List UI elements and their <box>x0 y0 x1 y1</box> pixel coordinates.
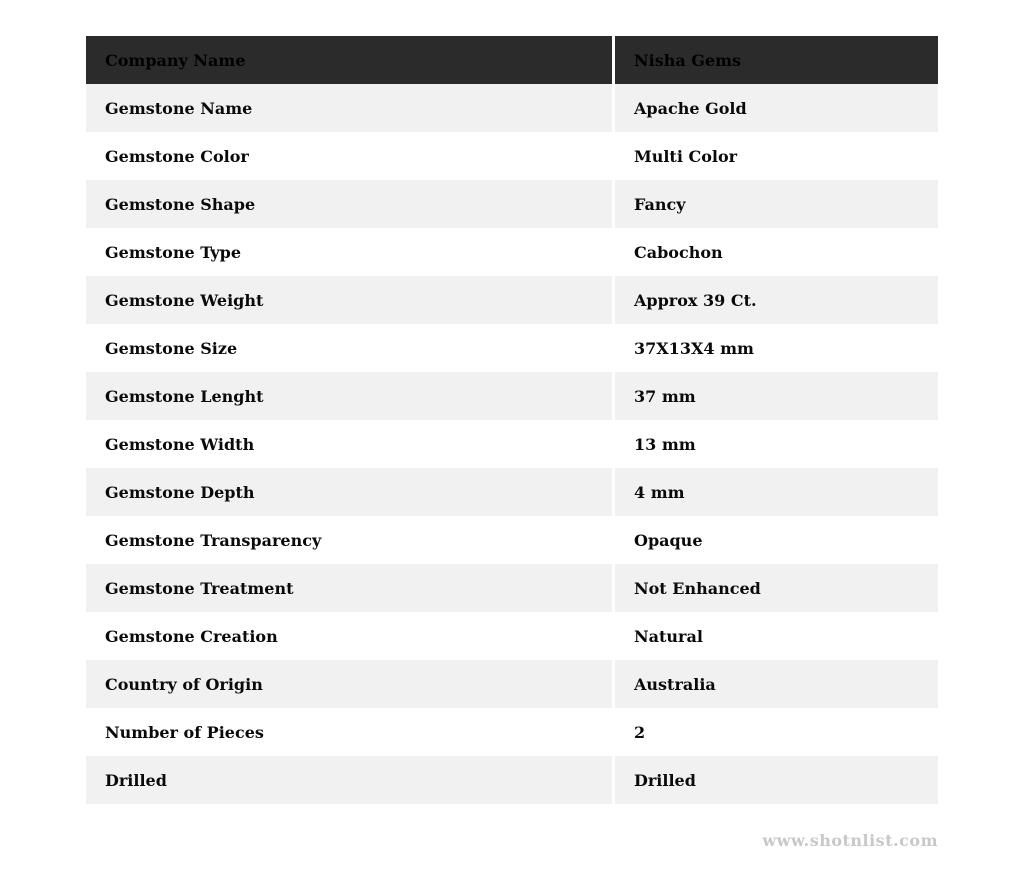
row-value: Cabochon <box>634 242 723 262</box>
row-value: Natural <box>634 626 703 646</box>
row-value: 2 <box>634 722 646 742</box>
table-row <box>86 276 938 324</box>
table-row <box>86 660 938 708</box>
row-label: Gemstone Shape <box>86 180 612 228</box>
table-row <box>86 612 938 660</box>
row-value: 37X13X4 mm <box>634 338 754 358</box>
row-value: Opaque <box>634 530 703 550</box>
row-value: Australia <box>615 660 938 708</box>
row-value: Not Enhanced <box>615 564 938 612</box>
row-value: 13 mm <box>634 434 696 454</box>
row-label: Gemstone Weight <box>86 276 612 324</box>
row-label: Gemstone Type <box>105 242 242 262</box>
table-row <box>86 708 938 756</box>
header-company-value: Nisha Gems <box>615 36 938 84</box>
row-value: Multi Color <box>634 146 738 166</box>
row-label: Gemstone Creation <box>105 626 278 646</box>
row-value: 37 mm <box>615 372 938 420</box>
header-company-name: Company Name <box>86 36 612 84</box>
gemstone-spec-table <box>86 36 938 804</box>
row-label: Gemstone Transparency <box>105 530 322 550</box>
table-header-row <box>86 36 938 84</box>
row-value: Fancy <box>615 180 938 228</box>
row-label: Gemstone Width <box>105 434 255 454</box>
row-value: Apache Gold <box>615 84 938 132</box>
table-row <box>86 84 938 132</box>
table-row <box>86 564 938 612</box>
table-row <box>86 420 938 468</box>
table-row <box>86 324 938 372</box>
row-label: Number of Pieces <box>105 722 264 742</box>
row-label: Gemstone Name <box>86 84 612 132</box>
row-label: Gemstone Color <box>105 146 249 166</box>
row-value: 4 mm <box>615 468 938 516</box>
table-row <box>86 516 938 564</box>
table-row <box>86 180 938 228</box>
row-label: Gemstone Lenght <box>86 372 612 420</box>
row-label: Gemstone Depth <box>86 468 612 516</box>
watermark-text: www.shotnlist.com <box>762 831 938 850</box>
table-row <box>86 132 938 180</box>
row-label: Gemstone Size <box>105 338 238 358</box>
table-row <box>86 228 938 276</box>
row-value: Drilled <box>615 756 938 804</box>
row-label: Gemstone Treatment <box>86 564 612 612</box>
table-row <box>86 372 938 420</box>
table-row <box>86 756 938 804</box>
row-label: Drilled <box>86 756 612 804</box>
row-label: Country of Origin <box>86 660 612 708</box>
row-value: Approx 39 Ct. <box>615 276 938 324</box>
table-row <box>86 468 938 516</box>
